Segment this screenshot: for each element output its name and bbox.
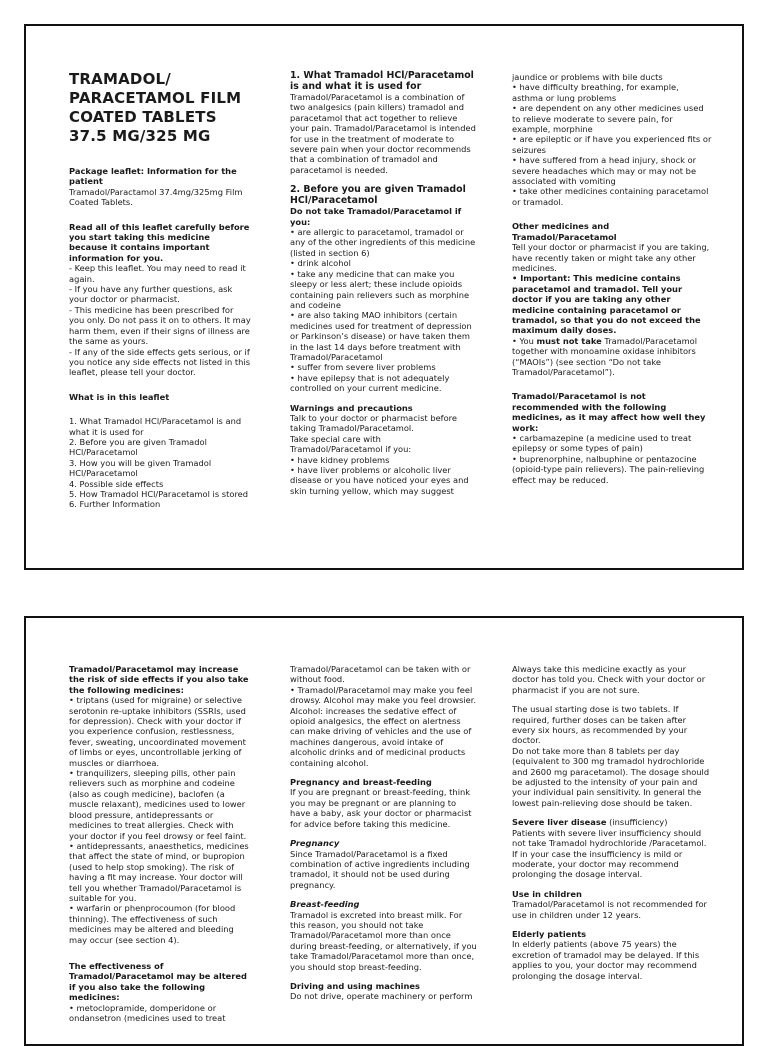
other-medicines-text: Tell your doctor or pharmacist if you are taking, have recently taken or might take any other medicines. <box>512 242 710 273</box>
must-not-take-text: • You must not take Tramadol/Paracetamol together with monoamine oxidase inhibitors (“MAOIs”) (see section “Do not take Tramadol/Paracetamol”). <box>512 335 698 377</box>
contents-heading: What is in this leaflet <box>69 391 170 402</box>
warnings-heading: Warnings and precautions <box>290 402 413 413</box>
leaflet-page-1 <box>24 24 744 570</box>
pregnancy-heading: Pregnancy <box>290 838 340 849</box>
children-heading: Use in children <box>512 888 582 899</box>
list-item: • tranquilizers, sleeping pills, other pain relievers such as morphine and codeine (also as cough medicine), baclofen (a muscle relaxant), medicines used to lower blood pressure, antidepressants or medicines to treat allergies. Check with your doctor if you feel drowsy or feel faint. <box>69 768 247 841</box>
contents-item: 6. Further Information <box>69 499 161 510</box>
risk-heading: Tramadol/Paracetamol may increase the risk of side effects if you also take the following medicines: <box>69 664 249 695</box>
page2-column-3 <box>512 664 712 981</box>
max-dose-text: Do not take more than 8 tablets per day (equivalent to 300 mg tramadol hydrochloride and 2600 mg paracetamol). The dosage should be adjusted to the intensity of your pain and your individual pain sensitivity. In general the lowest pain-relieving dose should be taken. <box>512 745 710 808</box>
bullet-item: - This medicine has been prescribed for you only. Do not pass it on to others. It may harm them, even if their signs of illness are the same as yours. <box>69 304 251 347</box>
elderly-heading: Elderly patients <box>512 928 587 939</box>
list-item: • have liver problems or alcoholic liver disease or you have noticed your eyes and skin turning yellow, which may suggest <box>290 465 469 496</box>
page2-column-2 <box>290 664 478 1002</box>
list-item: • antidepressants, anaesthetics, medicines that affect the state of mind, or bupropion (used to help stop smoking). The risk of having a fit may increase. Your doctor will tell you whether Tramadol/Paracetamol is suitable for you. <box>69 840 249 903</box>
always-take-text: Always take this medicine exactly as your doctor has told you. Check with your doctor or pharmacist if you are not sure. <box>512 664 706 695</box>
elderly-text: In elderly patients (above 75 years) the excretion of tramadol may be delayed. If this applies to you, your doctor may recommend prolonging the dosage interval. <box>512 939 700 981</box>
page1-column-2 <box>290 70 476 496</box>
list-item: • triptans (used for migraine) or selective serotonin re-uptake inhibitors (SSRIs, used for depression). Check with your doctor if you experience confusion, restlessness, fever, sweating, uncoordinated movement of limbs or eyes, uncontrollable jerking of muscles or diarrhoea. <box>69 695 246 768</box>
breastfeeding-text: Tramadol is excreted into breast milk. For this reason, you should not take Tramadol/Paracetamol more than once during breast-feeding, or alternatively, if you take Tramadol/Paracetamol more than once, you should stop breast-feeding. <box>290 909 477 972</box>
list-item: • metoclopramide, domperidone or ondansetron (medicines used to treat <box>69 1002 226 1023</box>
list-item: • have kidney problems <box>290 454 390 465</box>
breastfeeding-heading: Breast-feeding <box>290 899 360 910</box>
special-care-text: Take special care with Tramadol/Paracetamol if you: <box>290 433 412 455</box>
contents-item: 2. Before you are given Tramadol HCl/Paracetamol <box>69 436 207 458</box>
not-recommended-heading: Tramadol/Paracetamol is not recommended with the following medicines, as it may affect how well they work: <box>512 391 706 433</box>
do-not-take-heading: Do not take Tramadol/Paracetamol if you: <box>290 206 462 227</box>
pregnancy-text: Since Tramadol/Paracetamol is a fixed combination of active ingredients including tramadol, it should not be used during pregnancy. <box>290 848 470 890</box>
effectiveness-heading: The effectiveness of Tramadol/Paracetamol may be altered if you also take the following medicines: <box>69 960 247 1003</box>
list-item: • suffer from severe liver problems <box>290 362 436 373</box>
list-item: • have difficulty breathing, for example, asthma or lung problems <box>512 82 679 103</box>
list-item: jaundice or problems with bile ducts <box>512 72 663 82</box>
list-item: • are allergic to paracetamol, tramadol or any of the other ingredients of this medicine (listed in section 6) <box>290 227 476 258</box>
starting-dose-text: The usual starting dose is two tablets. If required, further doses can be taken after every six hours, as recommended by your doctor. <box>512 704 688 746</box>
important-notice: • Important: This medicine contains paracetamol and tramadol. Tell your doctor if you are taking any other medicine containing paracetamol or tramadol, so that you do not exceed the maximum daily doses. <box>512 273 701 336</box>
list-item: • take other medicines containing paracetamol or tramadol. <box>512 186 709 207</box>
list-item: • warfarin or phenprocoumon (for blood thinning). The effectiveness of such medicines may be altered and bleeding may occur (see section 4). <box>69 903 236 945</box>
list-item: • are dependent on any other medicines used to relieve moderate to severe pain, for example, morphine <box>512 103 704 135</box>
list-item: • take any medicine that can make you sleepy or less alert; these include opioids containing pain relievers such as morphine and codeine <box>290 268 470 310</box>
contents-item: 3. How you will be given Tramadol HCl/Paracetamol <box>69 457 212 479</box>
product-title: TRAMADOL/ PARACETAMOL FILM COATED TABLETS 37.5 MG/325 MG <box>69 70 242 145</box>
contents-item: 1. What Tramadol HCl/Paracetamol is and what it is used for <box>69 416 242 437</box>
page1-column-1 <box>69 70 251 510</box>
liver-text: Patients with severe liver insufficiency should not take Tramadol hydrochloride /Paracetamol. If in your case the insufficiency is mild or moderate, your doctor may recommend prolonging the dosage interval. <box>512 827 707 880</box>
list-item: • have suffered from a head injury, shock or severe headaches which may or may not be associated with vomiting <box>512 155 697 187</box>
read-all-notice: Read all of this leaflet carefully before you start taking this medicine because it contains important information for you. <box>69 221 250 263</box>
liver-heading: Severe liver disease (insufficiency) <box>512 817 668 828</box>
list-item: • have epilepsy that is not adequately controlled on your current medicine. <box>290 372 450 394</box>
driving-heading: Driving and using machines <box>290 980 420 991</box>
children-text: Tramadol/Paracetamol is not recommended for use in children under 12 years. <box>512 899 707 920</box>
bullet-item: - Keep this leaflet. You may need to read it again. <box>69 263 246 284</box>
list-item: • drink alcohol <box>290 258 351 269</box>
bullet-item: - If you have any further questions, ask your doctor or pharmacist. <box>69 284 233 305</box>
bullet-item: - If any of the side effects gets serious, or if you notice any side effects not listed in this leaflet, please tell your doctor. <box>69 346 251 378</box>
page1-column-3 <box>512 72 712 485</box>
leaflet-page-2 <box>24 616 744 1046</box>
section-2-heading: 2. Before you are given Tramadol HCl/Paracetamol <box>290 184 466 207</box>
list-item: • buprenorphine, nalbuphine or pentazocine (opioid-type pain relievers). The pain-relieving effect may be reduced. <box>512 453 705 485</box>
contents-item: 4. Possible side effects <box>69 478 164 489</box>
list-item: • are also taking MAO inhibitors (certain medicines used for treatment of depression or Parkinson’s disease) or have taken them in the last 14 days before treatment with Tramadol/Paracetamol <box>290 310 472 362</box>
section-1-heading: 1. What Tramadol HCl/Paracetamol is and what it is used for <box>290 70 474 92</box>
list-item: • carbamazepine (a medicine used to treat epilepsy or some types of pain) <box>512 433 692 454</box>
drowsy-text: • Tramadol/Paracetamol may make you feel drowsy. Alcohol may make you feel drowsier. Alcohol: increases the sedative effect of opioid analgesics, the effect on alertness can make driving of vehicles and the use of machines dangerous, avoid intake of alcoholic drinks and of medicinal products containing alcohol. <box>290 684 477 768</box>
page2-column-1 <box>69 664 251 1023</box>
pregnancy-breastfeeding-heading: Pregnancy and breast-feeding <box>290 777 432 788</box>
contents-item: 5. How Tramadol HCl/Paracetamol is stored <box>69 488 249 499</box>
food-text: Tramadol/Paracetamol can be taken with or without food. <box>290 664 471 685</box>
other-medicines-heading: Other medicines and Tramadol/Paracetamol <box>512 221 617 242</box>
list-item: • are epileptic or if have you experienced fits or seizures <box>512 134 712 155</box>
driving-text: Do not drive, operate machinery or perform <box>290 991 473 1002</box>
section-1-text: Tramadol/Paracetamol is a combination of two analgesics (pain killers) tramadol and paracetamol that act together to relieve your pain. Tramadol/Paracetamol is intended for use in the treatment of moderate to severe pain when your doctor recommends that a combination of tramadol and paracetamol is needed. <box>290 92 476 175</box>
warnings-text: Talk to your doctor or pharmacist before taking Tramadol/Paracetamol. <box>290 412 458 434</box>
pregnancy-breastfeeding-text: If you are pregnant or breast-feeding, think you may be pregnant or are planning to have a baby, ask your doctor or pharmacist for advice before taking this medicine. <box>290 787 472 829</box>
leaflet-intro: Package leaflet: Information for the patient Tramadol/Paractamol 37.4mg/325mg Film Coated Tablets. <box>69 166 243 208</box>
